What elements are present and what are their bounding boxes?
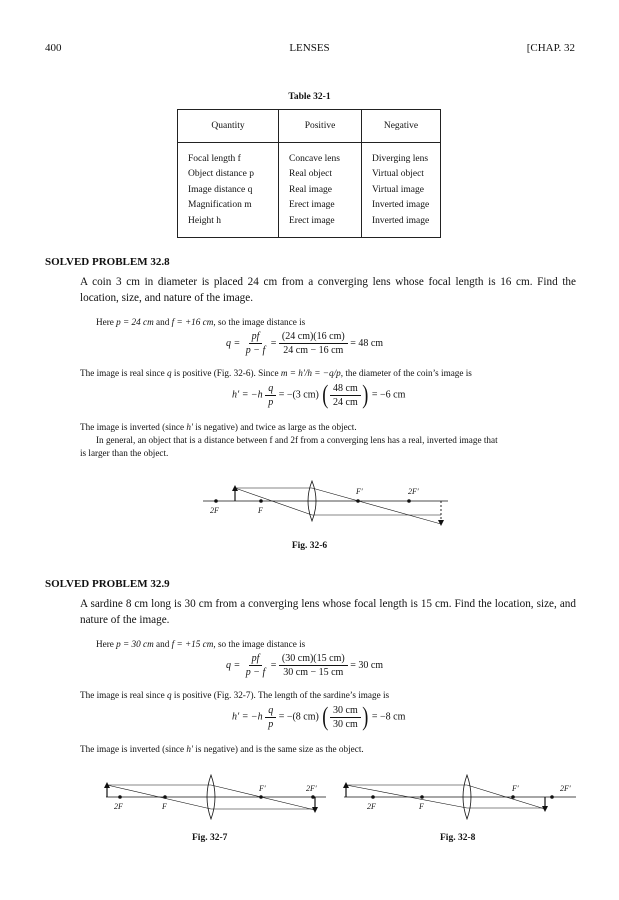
text-line: The image is inverted (since h′ is negative) and twice as large as the object. (80, 422, 357, 432)
image-arrow-head (438, 520, 444, 526)
table-cell: Focal length f (178, 143, 279, 167)
ray (312, 488, 441, 524)
given-line: Here p = 24 cm and f = +16 cm, so the image distance is (96, 317, 306, 327)
table-row (178, 143, 441, 167)
text-line: is larger than the object. (80, 448, 169, 458)
table-cell: Real object (279, 167, 362, 183)
figure-caption: Fig. 32-7 (192, 833, 228, 843)
column-header: Negative (362, 110, 441, 143)
focal-point (420, 795, 424, 799)
equation-image-height: h′ = −h $\frac{q}{p}$ = −(3 cm) ( $\frac{48 cm}{24 cm}$ ) = −6 cm (232, 380, 406, 409)
problem-heading: SOLVED PROBLEM 32.8 (45, 256, 170, 268)
table-cell: Concave lens (279, 143, 362, 167)
label-F-prime: F′ (259, 784, 266, 793)
text-line: The image is inverted (since h′ is negative) and is the same size as the object. (80, 744, 364, 754)
table-cell: Image distance q (178, 182, 279, 198)
table-cell: Magnification m (178, 198, 279, 214)
label-2F: 2F (114, 802, 123, 811)
column-header: Quantity (178, 110, 279, 143)
focal-point (511, 795, 515, 799)
text-line: The image is real since q is positive (Fig. 32-6). Since m = h′/h = −q/p, the diameter of the coin’s image is (80, 368, 472, 378)
focal-point (371, 795, 375, 799)
label-2F-prime: 2F′ (306, 784, 317, 793)
table-row (178, 213, 441, 237)
ray-diagram-fig-32-7 (102, 772, 332, 828)
focal-point (259, 499, 263, 503)
label-2F: 2F (210, 506, 219, 515)
table-cell: Diverging lens (362, 143, 441, 167)
table-cell: Erect image (279, 198, 362, 214)
table-cell: Virtual image (362, 182, 441, 198)
table-cell: Real image (279, 182, 362, 198)
chapter-ref: [CHAP. 32 (526, 42, 575, 54)
focal-point (259, 795, 263, 799)
image-arrow-head (312, 807, 318, 813)
column-header: Positive (279, 110, 362, 143)
label-2F: 2F (367, 802, 376, 811)
page-number: 400 (45, 42, 62, 54)
focal-point (407, 499, 411, 503)
label-F: F (162, 802, 167, 811)
equation-image-height: h′ = −h $\frac{q}{p}$ = −(8 cm) ( $\frac{30 cm}{30 cm}$ ) = −8 cm (232, 702, 406, 731)
problem-heading: SOLVED PROBLEM 32.9 (45, 578, 170, 590)
text-line: In general, an object that is a distance between f and 2f from a converging lens has a real, inverted image that (96, 435, 498, 445)
ray-diagram-fig-32-8 (340, 772, 582, 828)
table-cell: Height h (178, 213, 279, 237)
focal-point (311, 795, 315, 799)
problem-statement: A coin 3 cm in diameter is placed 24 cm from a converging lens whose focal length is 16 cm. Find the location, size, and nature of the image. (80, 276, 576, 304)
label-2F-prime: 2F′ (560, 784, 571, 793)
focal-point (356, 499, 360, 503)
sign-convention-table (177, 109, 441, 238)
focal-point (163, 795, 167, 799)
table-title: Table 32-1 (288, 92, 331, 102)
focal-point (214, 499, 218, 503)
label-F-prime: F′ (512, 784, 519, 793)
text-line: The image is real since q is positive (Fig. 32-7). The length of the sardine’s image is (80, 690, 390, 700)
focal-point (550, 795, 554, 799)
table-cell: Inverted image (362, 213, 441, 237)
ray (346, 785, 467, 808)
label-F: F (419, 802, 424, 811)
table-cell: Virtual object (362, 167, 441, 183)
ray (235, 488, 312, 515)
table-row (178, 167, 441, 183)
table-cell: Erect image (279, 213, 362, 237)
table-row (178, 198, 441, 214)
ray-diagram-fig-32-6 (195, 478, 455, 538)
figure-caption: Fig. 32-6 (291, 541, 328, 551)
given-line: Here p = 30 cm and f = +15 cm, so the image distance is (96, 639, 306, 649)
label-2F-prime: 2F′ (408, 487, 419, 496)
label-F: F (258, 506, 263, 515)
label-F-prime: F′ (356, 487, 363, 496)
focal-point (118, 795, 122, 799)
equation-image-distance: q = $\frac{pf}{p - f}$ = $\frac{(24 cm)(16 cm)}{24 cm - 16 cm}$ = 48 cm (226, 331, 384, 356)
image-arrow-head (542, 806, 548, 812)
problem-statement: A sardine 8 cm long is 30 cm from a converging lens whose focal length is 15 cm. Find the location, size, and nature of the image. (80, 598, 576, 626)
table-cell: Object distance p (178, 167, 279, 183)
table-cell: Inverted image (362, 198, 441, 214)
chapter-title: LENSES (289, 42, 330, 54)
table-row (178, 182, 441, 198)
figure-caption: Fig. 32-8 (440, 833, 476, 843)
equation-image-distance: q = $\frac{pf}{p - f}$ = $\frac{(30 cm)(15 cm)}{30 cm - 15 cm}$ = 30 cm (226, 653, 384, 678)
